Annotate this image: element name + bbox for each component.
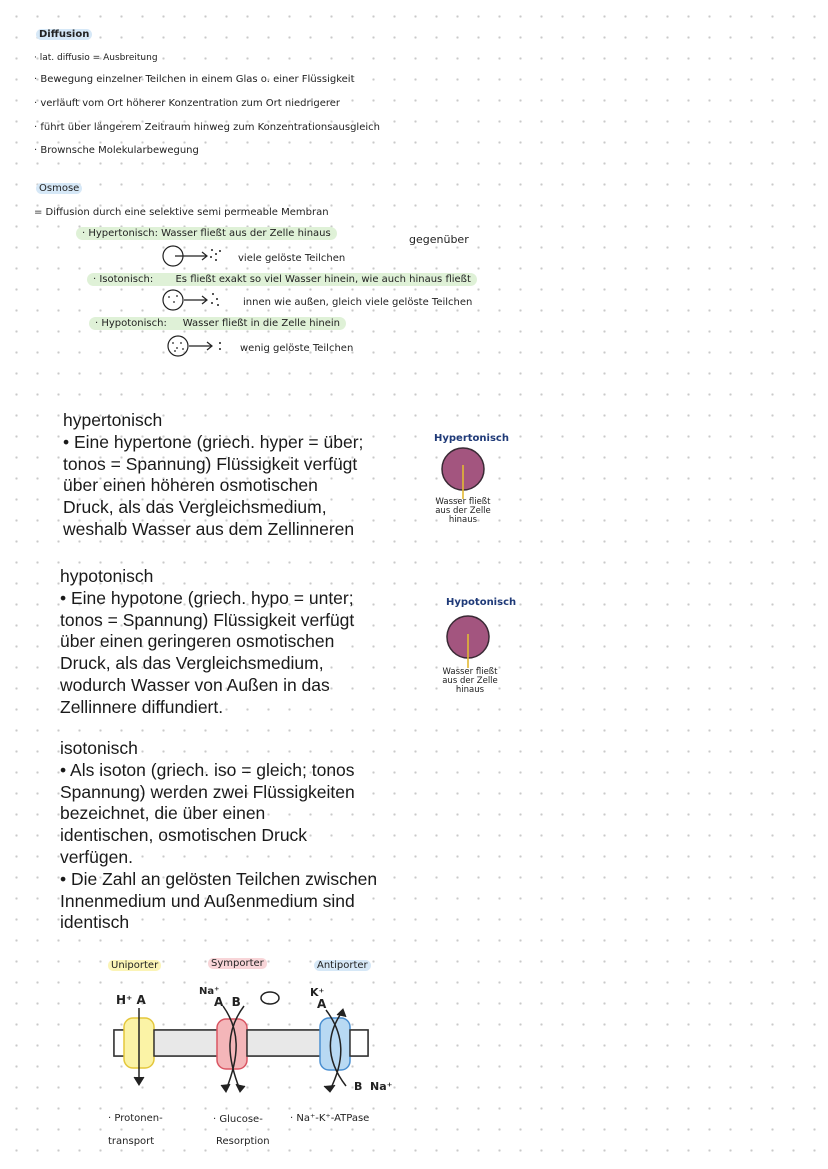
antiporter-ions-bottom: B Na⁺ xyxy=(354,1080,393,1093)
osmose-hypotonisch-note: wenig gelöste Teilchen xyxy=(240,343,354,354)
isotonisch-line: verfügen. xyxy=(60,846,133,867)
osmose-hypotonisch-text: Wasser fließt in die Zelle hinein xyxy=(182,318,340,329)
osmose-isotonisch-text: Es fließt exakt so viel Wasser hinein, wie auch hinaus fließt xyxy=(175,274,471,285)
hypotonisch-line: Zellinnere diffundiert. xyxy=(60,696,224,717)
hypotonisch-diagram-caption: Wasser fließt aus der Zelle hinaus xyxy=(442,667,498,695)
osmose-hypertonisch-label: Hypertonisch: xyxy=(88,228,158,239)
uniporter-label: Uniporter xyxy=(108,960,161,971)
osmose-hypertonisch-text: Wasser fließt aus der Zelle hinaus xyxy=(161,228,331,239)
hypertonisch-line: weshalb Wasser aus dem Zellinneren xyxy=(63,518,355,539)
osmose-hypertonisch-note: viele gelöste Teilchen xyxy=(238,253,346,264)
osmose-hypotonisch-label: Hypotonisch: xyxy=(101,318,167,329)
diffusion-title: Diffusion xyxy=(36,29,92,40)
uniporter-ions: H⁺ A xyxy=(116,993,146,1007)
osmose-hypotonisch-row: · Hypotonisch: Wasser fließt in die Zelle hinein xyxy=(89,318,346,329)
hypotonisch-line: Druck, als das Vergleichsmedium, xyxy=(60,653,324,674)
hypotonisch-line: tonos = Spannung) Flüssigkeit verfügt xyxy=(60,609,355,630)
isotonisch-line: • Als isoton (griech. iso = gleich; tonos xyxy=(60,759,355,780)
hypertonisch-line: über einen höheren osmotischen xyxy=(63,475,318,496)
isotonisch-heading: isotonisch xyxy=(60,738,138,758)
antiporter-ion-top: K⁺ xyxy=(310,986,325,999)
isotonisch-line: Spannung) werden zwei Flüssigkeiten xyxy=(60,781,355,802)
isotonisch-line: bezeichnet, die über einen xyxy=(60,803,266,824)
hypotonisch-line: wodurch Wasser von Außen in das xyxy=(60,674,330,695)
symporter-caption-2: Resorption xyxy=(216,1136,270,1147)
hypertonisch-heading: hypertonisch xyxy=(63,410,163,430)
osmose-isotonisch-label: Isotonisch: xyxy=(99,274,154,285)
uniporter-caption-1: · Protonen- xyxy=(108,1113,163,1124)
osmose-definition: = Diffusion durch eine selektive semi permeable Membran xyxy=(34,207,329,218)
osmose-isotonisch-row: · Isotonisch: Es fließt exakt so viel Wasser hinein, wie auch hinaus fließt xyxy=(87,274,477,285)
symporter-label: Symporter xyxy=(208,958,267,969)
molecule-b-icon xyxy=(261,992,279,1004)
hypertonisch-line: tonos = Spannung) Flüssigkeit verfügt xyxy=(63,453,358,474)
osmose-hypertonisch-row: · Hypertonisch: Wasser fließt aus der Zelle hinaus xyxy=(76,228,337,239)
osmose-isotonisch-note: innen wie außen, gleich viele gelöste Teilchen xyxy=(243,297,473,308)
antiporter-ion-a: A xyxy=(317,997,327,1011)
isotonisch-line: • Die Zahl an gelösten Teilchen zwischen xyxy=(60,868,378,889)
isotonisch-line: Innenmedium und Außenmedium sind xyxy=(60,890,355,911)
diffusion-line-1: · lat. diffusio = Ausbreitung xyxy=(34,53,158,63)
antiporter-caption: · Na⁺-K⁺-ATPase xyxy=(290,1113,370,1124)
osmose-gegenueber: gegenüber xyxy=(409,233,469,246)
diffusion-line-2: · Bewegung einzelner Teilchen in einem Glas o. einer Flüssigkeit xyxy=(34,74,355,85)
hypertonisch-diagram-caption: Wasser fließt aus der Zelle hinaus xyxy=(435,497,491,525)
hypotonisch-line: über einen geringeren osmotischen xyxy=(60,631,335,652)
isotonisch-line: identischen, osmotischen Druck xyxy=(60,825,308,846)
hypertonisch-line: Druck, als das Vergleichsmedium, xyxy=(63,497,327,518)
symporter-ion-top: Na⁺ xyxy=(199,986,220,997)
hypertonisch-diagram-label: Hypertonisch xyxy=(434,433,509,444)
antiporter-label: Antiporter xyxy=(314,960,371,971)
diffusion-line-4: · führt über längerem Zeitraum hinweg zum Konzentrationsausgleich xyxy=(34,122,380,133)
symporter-ions: A B xyxy=(214,995,241,1009)
diffusion-line-5: · Brownsche Molekularbewegung xyxy=(34,145,199,156)
uniporter-caption-2: transport xyxy=(108,1136,155,1147)
hypotonisch-heading: hypotonisch xyxy=(60,566,154,586)
osmose-title: Osmose xyxy=(36,183,82,194)
hypotonisch-line: • Eine hypotone (griech. hypo = unter; xyxy=(60,587,354,608)
diffusion-line-3: · verläuft vom Ort höherer Konzentration zum Ort niedrigerer xyxy=(34,98,341,109)
symporter-caption-1: · Glucose- xyxy=(213,1114,263,1125)
isotonisch-line: identisch xyxy=(60,912,130,933)
hypertonisch-line: • Eine hypertone (griech. hyper = über; xyxy=(63,431,364,452)
hypotonisch-diagram-label: Hypotonisch xyxy=(446,597,517,608)
